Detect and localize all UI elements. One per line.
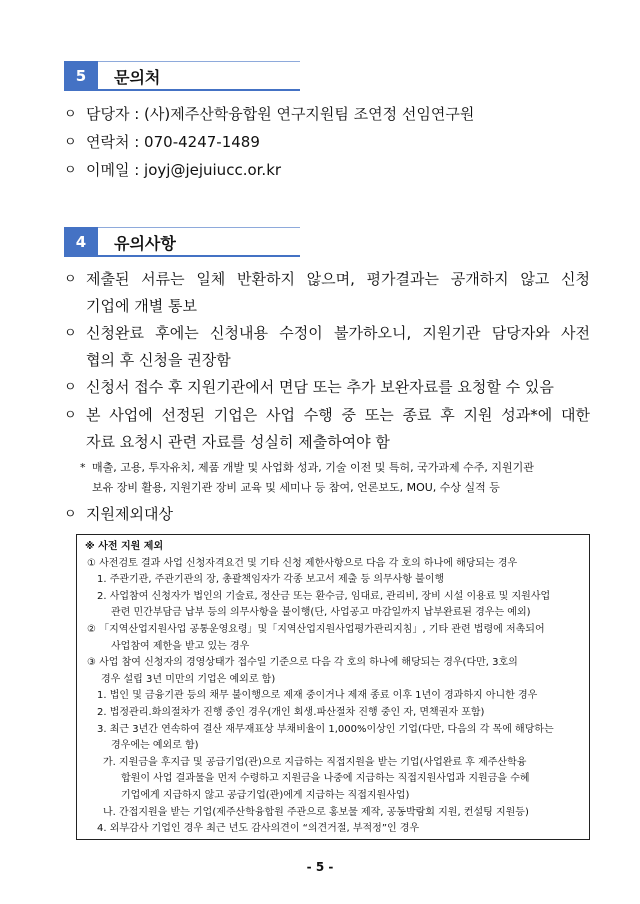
notice-item: ㅇ 신청완료 후에는 신청내용 수정이 불가하오니, 지원기관 담당자와 사전 협의 후 신청을 권장함 [64, 320, 590, 374]
box-title: ※ 사전 지원 제외 [85, 541, 164, 552]
header-rule-bottom [64, 255, 300, 257]
box-line: 기업에게 지급하지 않고 공급기업(관)에게 지급하는 직접지원사업) [121, 790, 410, 801]
circle-bullet-icon: ㅇ [64, 380, 77, 395]
circle-bullet-icon: ㅇ [64, 163, 77, 178]
circle-bullet-icon: ㅇ [64, 408, 77, 423]
box-line: 2. 법정관리․화의절차가 진행 중인 경우(개인 회생․파산절차 진행 중인 자, 면책권자 포함) [97, 707, 485, 718]
circle-bullet-icon: ㅇ [64, 326, 77, 341]
section-header-contact [64, 61, 300, 91]
exclusion-box [76, 534, 590, 840]
box-line: 가. 지원금을 후지급 및 공급기업(관)으로 지급하는 직접지원을 받는 기업(사업완료 후 제주산학융 [103, 756, 527, 768]
box-line: 1. 주관기관, 주관기관의 장, 총괄책임자가 각종 보고서 제출 등 의무사항 불이행 [97, 574, 445, 586]
box-line: ① 사전검토 결과 사업 신청자격요건 및 기타 신청 제한사항으로 다음 각 호의 하나에 해당되는 경우 [87, 557, 518, 569]
box-line: 관련 민간부담금 납부 등의 의무사항을 불이행(단, 사업공고 마감일까지 납부완료된 경우는 예외) [111, 607, 531, 619]
header-rule-top [64, 227, 300, 228]
circle-bullet-icon: ㅇ [64, 272, 77, 287]
circle-bullet-icon: ㅇ [64, 507, 77, 522]
exclusion-heading: ㅇ 지원제외대상 [64, 501, 590, 528]
box-line: ② 「지역산업지원사업 공통운영요령」및「지역산업지원사업평가관리지침」, 기타 관련 법령에 저촉되어 [87, 624, 545, 635]
box-line: 나. 간접지원을 받는 기업(제주산학융합원 주관으로 홍보물 제작, 공동박람회 지원, 컨설팅 지원등) [103, 806, 529, 818]
header-rule-bottom [64, 89, 300, 91]
box-line: 경우 설립 3년 미만의 기업은 예외로 함) [101, 673, 276, 685]
notice-item: ㅇ 신청서 접수 후 지원기관에서 면담 또는 추가 보완자료를 요청할 수 있음 [64, 374, 590, 401]
contact-item: ㅇ 담당자 : (사)제주산학융합원 연구지원팀 조연정 선임연구원 [64, 101, 590, 128]
section-header-notice [64, 227, 300, 257]
section-number: 4 [64, 227, 98, 257]
circle-bullet-icon: ㅇ [64, 107, 77, 122]
header-rule-top [64, 61, 300, 62]
contact-item: ㅇ 연락처 : 070-4247-1489 [64, 129, 590, 156]
box-line: 1. 법인 및 금융기관 등의 채무 불이행으로 제재 중이거나 제재 종료 이후 1년이 경과하지 아니한 경우 [97, 690, 538, 702]
box-line: ③ 사업 참여 신청자의 경영상태가 접수일 기준으로 다음 각 호의 하나에 해당되는 경우(다만, 3호의 [87, 657, 518, 669]
box-line: 3. 최근 3년간 연속하여 결산 재무재표상 부채비율이 1,000%이상인 기업(다만, 다음의 각 목에 해당하는 [97, 723, 554, 735]
notice-item: ㅇ 본 사업에 선정된 기업은 사업 수행 중 또는 종료 후 지원 성과*에 대한 자료 요청시 관련 자료를 성실히 제출하여야 함 [64, 402, 590, 456]
footnote: * 매출, 고용, 투자유치, 제품 개발 및 사업화 성과, 기술 이전 및 특허, 국가과제 수주, 지원기관 보유 장비 활용, 지원기관 장비 교육 및 세미나 등 참여, 언론보도, MOU, 수상 실적 등 [80, 461, 534, 494]
page-number: - 5 - [306, 860, 334, 874]
section-title: 유의사항 [114, 234, 176, 253]
box-line: 합원이 사업 결과물을 먼저 수령하고 지원금을 나중에 지급하는 직접지원사업과 지원금을 수혜 [121, 773, 530, 785]
section-title: 문의처 [114, 68, 161, 87]
box-line: 4. 외부감사 기업인 경우 최근 년도 감사의견이 “의견거절, 부적정”인 경우 [97, 823, 420, 835]
box-line: 2. 사업참여 신청자가 법인의 기술료, 정산금 또는 환수금, 임대료, 관리비, 장비 시설 이용료 및 지원사업 [97, 590, 551, 602]
notice-item: ㅇ 제출된 서류는 일체 반환하지 않으며, 평가결과는 공개하지 않고 신청 기업에 개별 통보 [64, 266, 590, 320]
circle-bullet-icon: ㅇ [64, 135, 77, 150]
contact-item: ㅇ 이메일 : joyj@jejuiucc.or.kr [64, 157, 590, 184]
box-line: 사업참여 제한을 받고 있는 경우 [111, 640, 250, 652]
box-line: 경우에는 예외로 함) [111, 740, 199, 752]
section-number: 5 [64, 61, 98, 91]
